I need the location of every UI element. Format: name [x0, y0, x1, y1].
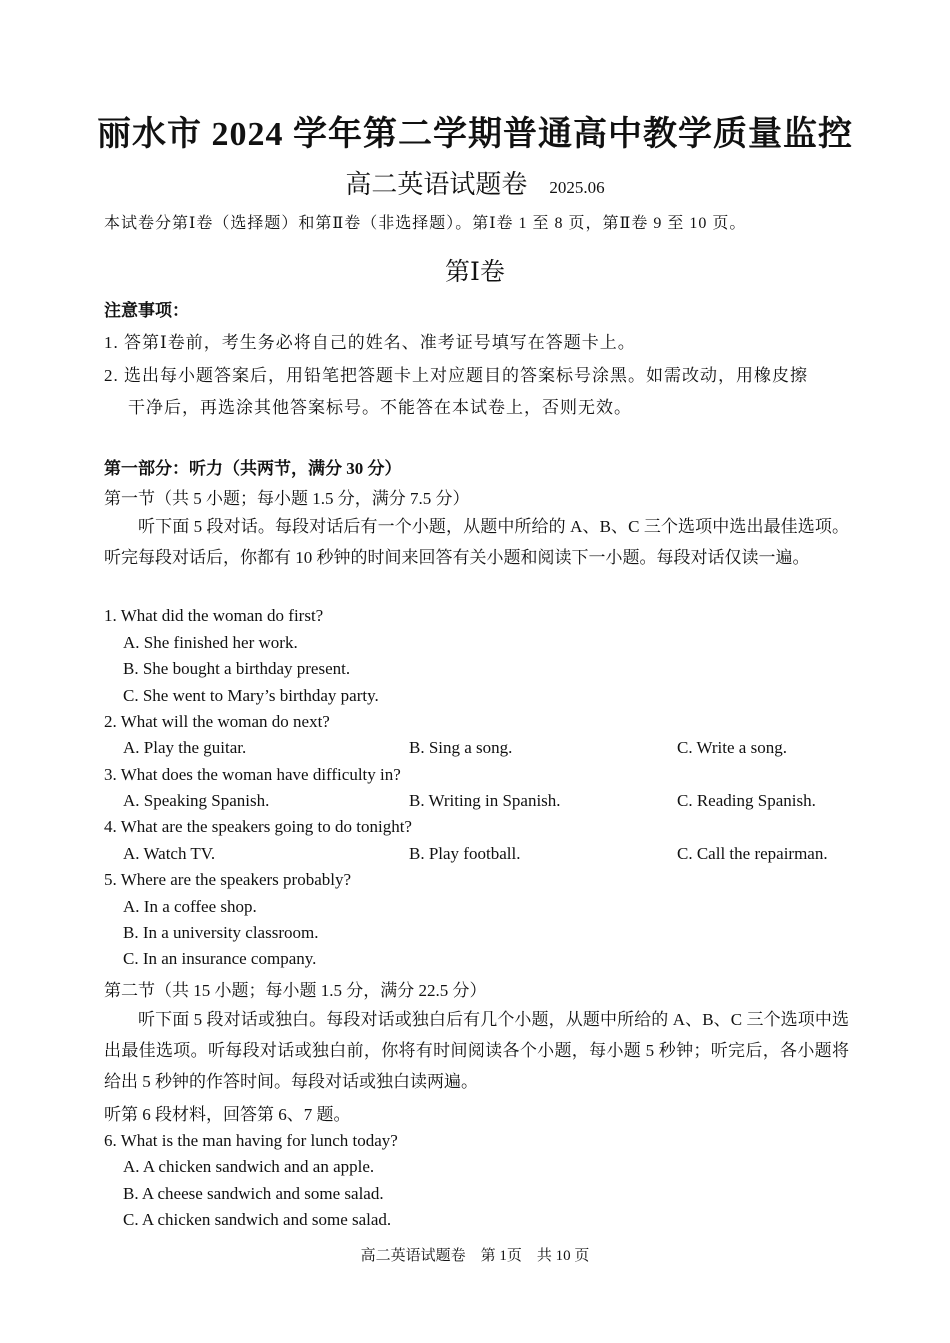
question-option: A. Play the guitar.: [123, 738, 247, 757]
part1-heading: 第一部分：听力（共两节，满分 30 分）: [104, 459, 402, 478]
question-option: C. A chicken sandwich and some salad.: [123, 1210, 392, 1229]
question-stem: 1. What did the woman do first?: [104, 606, 324, 625]
exam-subtitle: [0, 164, 950, 201]
question-option: A. In a coffee shop.: [123, 897, 257, 916]
question-stem: 4. What are the speakers going to do tonight?: [104, 817, 412, 836]
question-option: C. Reading Spanish.: [677, 791, 816, 810]
note-item-2-cont: 干净后，再选涂其他答案标号。不能答在本试卷上，否则无效。: [128, 398, 632, 417]
material-instruction: 听第 6 段材料，回答第 6、7 题。: [104, 1105, 351, 1124]
exam-date: 2025.06: [549, 178, 605, 197]
question-option: A. A chicken sandwich and an apple.: [123, 1157, 375, 1176]
question-option: C. In an insurance company.: [123, 949, 317, 968]
question-option: A. Speaking Spanish.: [123, 791, 270, 810]
question-option: B. Sing a song.: [409, 738, 513, 757]
volume-heading: 第Ⅰ卷: [445, 259, 505, 286]
question-option: C. She went to Mary’s birthday party.: [123, 686, 379, 705]
section1-instructions: 听下面 5 段对话。每段对话后有一个小题，从题中所给的 A、B、C 三个选项中选出最佳选项。听完每段对话后，你都有 10 秒钟的时间来回答有关小题和阅读下一小题。每段对话仅读一遍。: [104, 517, 849, 567]
section2-heading: 第二节（共 15 小题；每小题 1.5 分，满分 22.5 分）: [104, 981, 487, 1000]
section2-instructions: 听下面 5 段对话或独白。每段对话或独白后有几个小题，从题中所给的 A、B、C 三个选项中选出最佳选项。听每段对话或独白前，你将有时间阅读各个小题，每小题 5 秒钟；听完后，各小题将给出 5 秒钟的作答时间。每段对话或独白读两遍。: [104, 1010, 849, 1091]
question-stem: 3. What does the woman have difficulty in?: [104, 765, 401, 784]
question-stem: 6. What is the man having for lunch today?: [104, 1131, 398, 1150]
question-option: B. In a university classroom.: [123, 923, 319, 942]
section1-heading: 第一节（共 5 小题；每小题 1.5 分，满分 7.5 分）: [104, 489, 470, 508]
question-option: A. Watch TV.: [123, 844, 216, 863]
question-option: C. Call the repairman.: [677, 844, 828, 863]
question-option: A. She finished her work.: [123, 633, 298, 652]
subtitle-text: 高二英语试题卷: [345, 170, 528, 199]
question-option: B. Writing in Spanish.: [409, 791, 561, 810]
page-footer: 高二英语试题卷 第 1页 共 10 页: [360, 1248, 590, 1264]
question-option: B. She bought a birthday present.: [123, 659, 351, 678]
exam-scope: 本试卷分第Ⅰ卷（选择题）和第Ⅱ卷（非选择题）。第Ⅰ卷 1 至 8 页，第Ⅱ卷 9 至 10 页。: [104, 215, 747, 232]
question-option: B. Play football.: [409, 844, 521, 863]
notes-heading: 注意事项：: [104, 301, 189, 320]
note-item-2: 2. 选出每小题答案后，用铅笔把答题卡上对应题目的答案标号涂黑。如需改动，用橡皮擦: [104, 366, 808, 385]
exam-title: 丽水市 2024 学年第二学期普通高中教学质量监控: [97, 116, 853, 153]
question-stem: 5. Where are the speakers probably?: [104, 870, 352, 889]
question-option: C. Write a song.: [677, 738, 787, 757]
question-option: B. A cheese sandwich and some salad.: [123, 1184, 384, 1203]
note-item-1: 1. 答第Ⅰ卷前，考生务必将自己的姓名、准考证号填写在答题卡上。: [104, 333, 636, 352]
question-stem: 2. What will the woman do next?: [104, 712, 330, 731]
